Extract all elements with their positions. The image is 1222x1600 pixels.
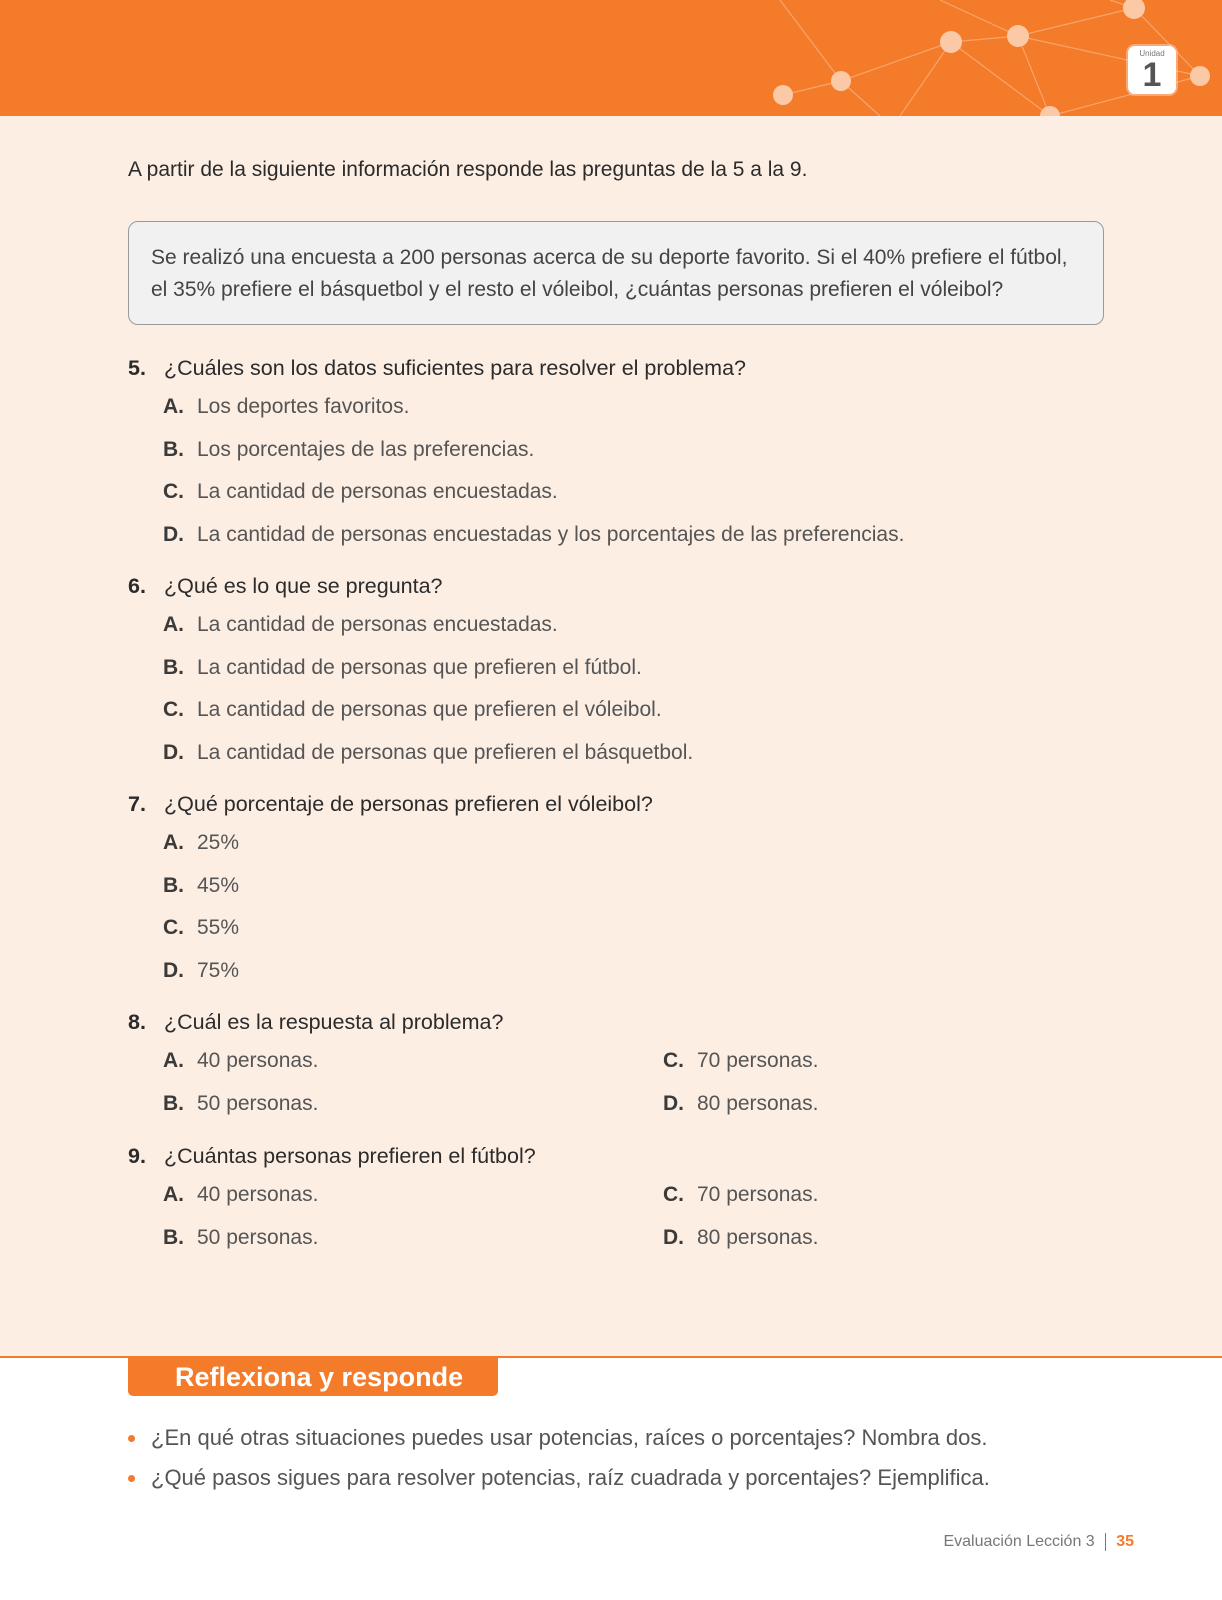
- option-letter: D.: [163, 958, 184, 982]
- option-text: 25%: [197, 831, 240, 855]
- option-a[interactable]: [163, 1174, 628, 1217]
- question-number: 8.: [128, 1009, 146, 1034]
- option-letter: A.: [163, 1183, 184, 1207]
- question-text: ¿Qué es lo que se pregunta?: [164, 573, 443, 598]
- option-text: La cantidad de personas encuestadas.: [197, 613, 558, 637]
- option-a[interactable]: [163, 386, 1128, 429]
- option-b[interactable]: [163, 1083, 628, 1126]
- option-letter: C.: [163, 916, 184, 940]
- option-c[interactable]: [663, 1040, 1128, 1083]
- option-letter: B.: [163, 873, 184, 897]
- question-5: [128, 350, 1128, 556]
- option-letter: A.: [163, 395, 184, 419]
- option-text: 50 personas.: [197, 1091, 319, 1115]
- option-text: 40 personas.: [197, 1049, 319, 1073]
- reflect-bullets: [128, 1418, 990, 1498]
- option-text: La cantidad de personas que prefieren el fútbol.: [197, 655, 642, 679]
- unit-label: Unidad: [1139, 49, 1165, 58]
- page-footer: [943, 1533, 1134, 1551]
- option-b[interactable]: [163, 647, 1128, 690]
- option-c[interactable]: [663, 1174, 1128, 1217]
- option-text: 80 personas.: [697, 1225, 819, 1249]
- network-decoration-icon: [0, 0, 1222, 116]
- question-9: [128, 1138, 1128, 1259]
- option-text: 55%: [197, 916, 240, 940]
- question-text: ¿Cuántas personas prefieren el fútbol?: [164, 1143, 536, 1168]
- option-c[interactable]: [163, 689, 1128, 732]
- option-b[interactable]: [163, 429, 1128, 472]
- option-letter: A.: [163, 831, 184, 855]
- option-text: Los porcentajes de las preferencias.: [197, 437, 535, 461]
- option-letter: C.: [163, 698, 184, 722]
- question-number: 7.: [128, 791, 146, 816]
- problem-box: [128, 221, 1104, 325]
- question-6: [128, 568, 1128, 774]
- option-a[interactable]: [163, 604, 1128, 647]
- option-text: 45%: [197, 873, 240, 897]
- bullet-dot-icon: [128, 1475, 135, 1482]
- option-letter: B.: [163, 437, 184, 461]
- option-c[interactable]: [163, 471, 1128, 514]
- option-text: 70 personas.: [697, 1049, 819, 1073]
- option-b[interactable]: [163, 1217, 628, 1260]
- option-text: La cantidad de personas que prefieren el vóleibol.: [197, 698, 662, 722]
- option-letter: A.: [163, 613, 184, 637]
- question-number: 9.: [128, 1143, 146, 1168]
- option-text: Los deportes favoritos.: [197, 395, 410, 419]
- option-text: 40 personas.: [197, 1183, 319, 1207]
- option-letter: D.: [663, 1091, 684, 1115]
- option-text: 50 personas.: [197, 1225, 319, 1249]
- option-d[interactable]: [663, 1083, 1128, 1126]
- question-number: 6.: [128, 573, 146, 598]
- option-letter: C.: [663, 1183, 684, 1207]
- option-d[interactable]: [663, 1217, 1128, 1260]
- option-letter: B.: [163, 1225, 184, 1249]
- list-item: [128, 1418, 990, 1458]
- bullet-text: ¿Qué pasos sigues para resolver potencias, raíz cuadrada y porcentajes? Ejemplifica.: [151, 1465, 990, 1490]
- option-letter: B.: [163, 1091, 184, 1115]
- question-text: ¿Cuáles son los datos suficientes para resolver el problema?: [164, 355, 746, 380]
- question-8: [128, 1004, 1128, 1125]
- option-text: La cantidad de personas encuestadas y los porcentajes de las preferencias.: [197, 522, 905, 546]
- option-d[interactable]: [163, 950, 1128, 993]
- option-letter: D.: [163, 740, 184, 764]
- problem-line-2: el 35% prefiere el básquetbol y el resto el vóleibol, ¿cuántas personas prefieren el vóleibol?: [151, 278, 1004, 301]
- bullet-text: ¿En qué otras situaciones puedes usar potencias, raíces o porcentajes? Nombra dos.: [151, 1425, 988, 1450]
- question-number: 5.: [128, 355, 146, 380]
- question-text: ¿Qué porcentaje de personas prefieren el vóleibol?: [164, 791, 653, 816]
- reflect-title: Reflexiona y responde: [128, 1358, 498, 1396]
- footer-section: Evaluación Lección 3: [943, 1533, 1095, 1550]
- option-letter: C.: [663, 1049, 684, 1073]
- option-a[interactable]: [163, 1040, 628, 1083]
- unit-number: 1: [1142, 56, 1162, 94]
- option-letter: D.: [163, 522, 184, 546]
- page-number: 35: [1116, 1533, 1134, 1550]
- option-letter: D.: [663, 1225, 684, 1249]
- content-area: [0, 116, 1222, 1357]
- intro-text: A partir de la siguiente información responde las preguntas de la 5 a la 9.: [128, 158, 808, 181]
- bullet-dot-icon: [128, 1435, 135, 1442]
- list-item: [128, 1458, 990, 1498]
- option-a[interactable]: [163, 822, 1128, 865]
- option-text: 80 personas.: [697, 1091, 819, 1115]
- question-text: ¿Cuál es la respuesta al problema?: [164, 1009, 504, 1034]
- footer-separator: [1105, 1533, 1107, 1551]
- option-letter: B.: [163, 655, 184, 679]
- problem-line-1: Se realizó una encuesta a 200 personas acerca de su deporte favorito. Si el 40% prefiere el fútbol,: [151, 246, 1068, 269]
- option-text: 75%: [197, 958, 240, 982]
- option-text: La cantidad de personas que prefieren el básquetbol.: [197, 740, 694, 764]
- unit-badge: [1128, 46, 1176, 94]
- header-band: [0, 0, 1222, 116]
- option-d[interactable]: [163, 514, 1128, 557]
- option-d[interactable]: [163, 732, 1128, 775]
- option-letter: C.: [163, 480, 184, 504]
- option-b[interactable]: [163, 865, 1128, 908]
- option-text: La cantidad de personas encuestadas.: [197, 480, 558, 504]
- option-letter: A.: [163, 1049, 184, 1073]
- option-c[interactable]: [163, 907, 1128, 950]
- question-7: [128, 786, 1128, 992]
- option-text: 70 personas.: [697, 1183, 819, 1207]
